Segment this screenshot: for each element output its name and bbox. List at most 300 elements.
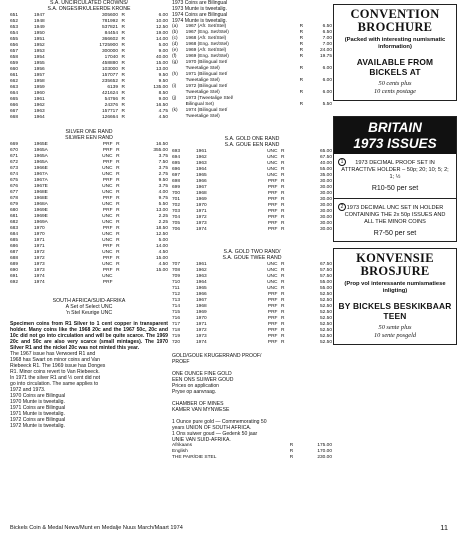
year: 1953 xyxy=(34,48,45,54)
year: 1969 xyxy=(196,196,207,202)
year: 1969A xyxy=(34,219,48,225)
grade: PRF xyxy=(267,190,278,196)
mintage: 305600 xyxy=(101,12,118,18)
currency: R xyxy=(289,454,294,460)
mintage: 17040 xyxy=(104,54,118,60)
grade: PRF xyxy=(267,226,278,232)
price: 6.50 xyxy=(322,24,332,29)
item-2-number-badge: 2 xyxy=(338,203,346,211)
catalogue-number: 663 xyxy=(10,84,19,90)
grade: UNC xyxy=(267,148,278,154)
price: 3.75 xyxy=(158,165,168,171)
price: 5.00 xyxy=(158,42,168,48)
price: 52.50 xyxy=(319,327,332,333)
currency: R xyxy=(121,24,125,30)
price: 57.50 xyxy=(319,267,332,273)
price: 10.00 xyxy=(155,18,168,24)
catalogue-number: 674 xyxy=(10,171,19,177)
year: 1951 xyxy=(34,36,45,42)
edition: Afrikaans xyxy=(172,442,192,448)
year: 1947 xyxy=(34,12,45,18)
catalogue-number: 716 xyxy=(172,315,181,321)
price: 4.00 xyxy=(158,189,168,195)
mintage: 24376 xyxy=(104,102,118,108)
currency: R xyxy=(116,243,120,249)
silver-rand-heading-af: SILWER EEN RAND xyxy=(65,135,113,142)
mintage: 366602 xyxy=(101,36,118,42)
currency: R xyxy=(299,78,304,83)
currency: R xyxy=(281,273,285,279)
krugerrand-notes xyxy=(172,353,332,413)
price: 2.25 xyxy=(158,213,168,219)
catalogue-number: 704 xyxy=(172,214,181,220)
currency: R xyxy=(299,24,304,29)
currency: R xyxy=(281,190,285,196)
page-footer xyxy=(10,525,452,532)
price: 3.75 xyxy=(158,153,168,159)
britain-1973-ad xyxy=(333,116,457,242)
ounce-prices-table xyxy=(172,443,332,461)
price: 19.75 xyxy=(319,54,332,59)
catalogue-number: 702 xyxy=(172,202,181,208)
currency: R xyxy=(281,303,285,309)
catalogue-number: 652 xyxy=(10,18,19,24)
grade: PRF xyxy=(102,159,113,165)
grade: UNC xyxy=(102,273,113,279)
catalogue-number: 687 xyxy=(10,249,19,255)
text-line: years UNION OF SOUTH AFRICA. xyxy=(172,424,252,431)
currency: R xyxy=(116,189,120,195)
catalogue-number: 692 xyxy=(10,279,19,285)
currency: R xyxy=(299,36,304,41)
catalogue-number: 678 xyxy=(10,195,19,201)
grade: PRF xyxy=(267,327,278,333)
year: 1954 xyxy=(34,54,45,60)
year: 1948 xyxy=(34,18,45,24)
grade: UNC xyxy=(267,273,278,279)
konvensie-price-2: 10 sente posgeld xyxy=(374,332,416,339)
set-description: Tweetalige Stel) xyxy=(185,90,220,95)
set-description: Bilingual Set) xyxy=(185,102,214,107)
year: 1952 xyxy=(34,42,45,48)
year: 1964 xyxy=(34,114,45,120)
item-2-price: R7-50 per set xyxy=(373,230,417,237)
table-row xyxy=(172,227,332,233)
mintage: 537821 xyxy=(101,24,118,30)
silver-rand-heading-en: SILVER ONE RAND xyxy=(65,128,113,135)
price: 5.50 xyxy=(322,102,332,107)
price: 8.50 xyxy=(158,90,168,96)
gold-two-rand-table xyxy=(172,262,332,346)
select-set-heading-1: SOUTH AFRICA/SUID-AFRIKA xyxy=(52,297,126,304)
convention-price-1: 50 cents plus xyxy=(378,80,412,87)
year: 1968A xyxy=(34,201,48,207)
price: 12.50 xyxy=(155,24,168,30)
catalogue-number: 656 xyxy=(10,42,19,48)
silver-rand-table xyxy=(10,142,168,286)
grade: PRF xyxy=(267,321,278,327)
set-letter: (b) xyxy=(172,30,178,35)
text-line: 1 Ons suiwer goud — Gedenk 50 jaar xyxy=(172,430,258,437)
price: 5.00 xyxy=(158,237,168,243)
price: 67.50 xyxy=(319,154,332,160)
grade: PRF xyxy=(102,243,113,249)
catalogue-number: 670 xyxy=(10,147,19,153)
text-line: In 1971 the silver R1 and ½ cent did not xyxy=(10,374,101,381)
year: 1973 xyxy=(196,220,207,226)
table-row xyxy=(10,280,168,286)
set-letter: (h) xyxy=(172,72,178,77)
price: 15.00 xyxy=(155,255,168,261)
currency: R xyxy=(116,231,120,237)
britain-item-2 xyxy=(334,199,456,238)
text-line: R1. Minor coins revert to Van Riebeeck. xyxy=(10,368,100,375)
catalogue-number: 697 xyxy=(172,172,181,178)
currency: R xyxy=(116,255,120,261)
currency: R xyxy=(121,90,125,96)
grade: PRF xyxy=(102,141,113,147)
price: 67.50 xyxy=(319,261,332,267)
grade: UNC xyxy=(102,237,113,243)
currency: R xyxy=(281,196,285,202)
text-line: 1968 has Swart on minor coins and Van xyxy=(10,356,100,363)
item-1-number-badge: 1 xyxy=(338,158,346,166)
catalogue-number: 671 xyxy=(10,153,19,159)
catalogue-number: 686 xyxy=(10,243,19,249)
grade: PRF xyxy=(267,184,278,190)
konvensie-available: BY BICKELS BESKIKBAAR TEEN xyxy=(338,301,452,321)
grade: UNC xyxy=(267,166,278,172)
catalogue-number: 661 xyxy=(10,72,19,78)
price: 57.50 xyxy=(319,273,332,279)
konvensie-price-1: 50 sente plus xyxy=(378,324,412,331)
table-row xyxy=(172,455,332,461)
grade: PRF xyxy=(267,333,278,339)
grade: UNC xyxy=(267,154,278,160)
year: 1955 xyxy=(34,60,45,66)
currency: R xyxy=(121,60,125,66)
year: 1968E xyxy=(34,189,48,195)
mintage: 126664 xyxy=(101,114,118,120)
catalogue-number: 682 xyxy=(10,219,19,225)
grade: PRF xyxy=(102,177,113,183)
currency: R xyxy=(116,201,120,207)
year: 1974 xyxy=(196,339,207,345)
gold-one-rand-heading xyxy=(172,136,332,149)
price: 135.00 xyxy=(153,84,168,90)
price: 55.00 xyxy=(319,279,332,285)
text-line: UNIE VAN SUID-AFRIKA. xyxy=(172,436,231,443)
text-line: 1972 Coins are Bilingual xyxy=(10,416,66,423)
year: 1964 xyxy=(196,166,207,172)
currency: R xyxy=(281,166,285,172)
text-line: EEN ONS SUIWER GOUD xyxy=(172,376,234,383)
price: 6.50 xyxy=(322,30,332,35)
convention-brochure-ad xyxy=(333,4,457,101)
grade: UNC xyxy=(102,171,113,177)
ounce-notes xyxy=(172,419,332,443)
year: 1965 xyxy=(196,172,207,178)
issue-notes xyxy=(10,351,168,429)
currency: R xyxy=(116,141,120,147)
currency: R xyxy=(299,30,304,35)
column-ads xyxy=(333,0,457,345)
year: 1974 xyxy=(34,273,45,279)
gold-two-rand-heading-en: S.A. GOLD TWO RAND/ xyxy=(223,248,281,255)
currency: R xyxy=(289,448,294,454)
price: 9.50 xyxy=(158,78,168,84)
year: 1969E xyxy=(34,207,48,213)
crowns-heading xyxy=(10,0,168,13)
set-letter: (k) xyxy=(172,108,178,113)
currency: R xyxy=(281,315,285,321)
year: 1968 xyxy=(196,303,207,309)
grade: UNC xyxy=(102,213,113,219)
text-line: 1970 Munte is tweetalig. xyxy=(10,398,65,405)
grade: PRF xyxy=(102,147,113,153)
grade: UNC xyxy=(102,231,113,237)
catalogue-number: 672 xyxy=(10,159,19,165)
catalogue-number: 690 xyxy=(10,267,19,273)
currency: R xyxy=(116,183,120,189)
grade: UNC xyxy=(267,279,278,285)
currency: R xyxy=(121,72,125,78)
text-line: 1974 Coins are Bilingual xyxy=(172,12,228,18)
price: 9.50 xyxy=(158,177,168,183)
catalogue-number: 654 xyxy=(10,30,19,36)
year: 1966E xyxy=(34,165,48,171)
select-set-heading-2: A Set of Select UNC xyxy=(65,304,113,311)
currency: R xyxy=(121,102,125,108)
currency: R xyxy=(116,165,120,171)
price: 6.00 xyxy=(322,90,332,95)
year: 1972 xyxy=(196,214,207,220)
text-line: Prices on application xyxy=(172,382,220,389)
text-line: 1974 Munte is tweetalig. xyxy=(172,18,227,24)
catalogue-number: 660 xyxy=(10,66,19,72)
catalogue-number: 668 xyxy=(10,114,19,120)
price: 55.00 xyxy=(319,285,332,291)
year: 1970 xyxy=(196,315,207,321)
mintage: 84454 xyxy=(104,30,118,36)
price: 4.50 xyxy=(158,114,168,120)
set-description: 1967 (Afr. Set/Stel) xyxy=(185,24,227,29)
crowns-table xyxy=(10,13,168,121)
set-letter: (f) xyxy=(172,54,177,59)
price: 65.00 xyxy=(319,148,332,154)
price: 52.50 xyxy=(319,297,332,303)
select-set-heading xyxy=(10,298,168,317)
item-1-price: R10-50 per set xyxy=(371,185,419,192)
price: 52.50 xyxy=(319,309,332,315)
grade: PRF xyxy=(102,279,113,285)
year: 1973 xyxy=(196,333,207,339)
currency: R xyxy=(281,321,285,327)
currency: R xyxy=(281,178,285,184)
gold-two-rand-heading xyxy=(172,249,332,262)
year: 1962 xyxy=(196,267,207,273)
grade: PRF xyxy=(267,196,278,202)
catalogue-number: 717 xyxy=(172,321,181,327)
price: 355.00 xyxy=(153,147,168,153)
currency: R xyxy=(116,147,120,153)
text-line: 1972 Munte is tweetalig. xyxy=(10,422,65,429)
grade: UNC xyxy=(267,160,278,166)
catalogue-number: 664 xyxy=(10,90,19,96)
edition: THE PAIR/DIE STEL xyxy=(172,454,217,460)
text-line: KAMER VAN MYNWESE xyxy=(172,406,230,413)
text-line: 1971 Munte is tweetalig. xyxy=(10,410,65,417)
currency: R xyxy=(281,214,285,220)
price: 13.00 xyxy=(155,66,168,72)
price: 19.00 xyxy=(155,30,168,36)
set-description: 1967 (Eng. Set/Stel) xyxy=(185,30,229,35)
set-letter: (i) xyxy=(172,84,177,89)
catalogue-number: 659 xyxy=(10,60,19,66)
price: 14.00 xyxy=(155,243,168,249)
price: 30.00 xyxy=(319,214,332,220)
currency: R xyxy=(121,108,125,114)
grade: UNC xyxy=(102,201,113,207)
catalogue-number: 720 xyxy=(172,339,181,345)
price: 170.00 xyxy=(317,448,332,454)
currency: R xyxy=(116,159,120,165)
text-line: ONE OUNCE FINE GOLD xyxy=(172,370,232,377)
price: 3.75 xyxy=(158,183,168,189)
grade: PRF xyxy=(102,195,113,201)
currency: R xyxy=(281,291,285,297)
currency: R xyxy=(281,261,285,267)
year: 1969 xyxy=(196,309,207,315)
grade: PRF xyxy=(102,267,113,273)
grade: PRF xyxy=(102,225,113,231)
price: 52.50 xyxy=(319,321,332,327)
year: 1961 xyxy=(196,148,207,154)
text-line: The 1967 issue has Verwoerd R1 and xyxy=(10,350,96,357)
set-description: 1968 (Eng. Set/Stel) xyxy=(185,42,229,47)
catalogue-number: 707 xyxy=(172,261,181,267)
price: 52.50 xyxy=(319,339,332,345)
currency xyxy=(113,280,121,286)
catalogue-number: 714 xyxy=(172,303,181,309)
catalogue-number: 685 xyxy=(10,237,19,243)
price: 16.50 xyxy=(155,141,168,147)
currency: R xyxy=(281,160,285,166)
grade: PRF xyxy=(267,291,278,297)
catalogue-number: 676 xyxy=(10,183,19,189)
catalogue-number: 696 xyxy=(172,166,181,172)
year: 1963 xyxy=(34,108,45,114)
year: 1957 xyxy=(34,72,45,78)
price: 52.50 xyxy=(319,333,332,339)
catalogue-number: 683 xyxy=(10,225,19,231)
price: 35.00 xyxy=(319,172,332,178)
price: 6.00 xyxy=(322,66,332,71)
britain-item-1 xyxy=(334,154,456,193)
price: 30.00 xyxy=(319,190,332,196)
currency: R xyxy=(121,12,125,18)
price: 4.50 xyxy=(158,261,168,267)
price: 7.00 xyxy=(322,36,332,41)
grade: PRF xyxy=(267,309,278,315)
currency: R xyxy=(281,172,285,178)
grade: UNC xyxy=(102,189,113,195)
catalogue-number: 655 xyxy=(10,36,19,42)
year: 1965A xyxy=(34,153,48,159)
price: 175.00 xyxy=(317,442,332,448)
mintage: 781992 xyxy=(101,18,118,24)
catalogue-number: 693 xyxy=(172,148,181,154)
currency: R xyxy=(121,18,125,24)
price: 9.50 xyxy=(158,72,168,78)
price: 18.50 xyxy=(155,225,168,231)
year: 1972 xyxy=(34,249,45,255)
currency: R xyxy=(281,226,285,232)
price: 2.25 xyxy=(158,219,168,225)
year: 1963 xyxy=(196,160,207,166)
catalogue-number: 675 xyxy=(10,177,19,183)
mintage: 300000 xyxy=(101,48,118,54)
set-description: 1972 (Bilingual Set/ xyxy=(185,84,228,89)
currency: R xyxy=(299,48,304,53)
grade: PRF xyxy=(267,297,278,303)
year: 1966 xyxy=(196,291,207,297)
price: 14.00 xyxy=(155,36,168,42)
catalogue-number: 667 xyxy=(10,108,19,114)
set-description: 1970 (Bilingual Set/ xyxy=(185,60,228,65)
currency: R xyxy=(281,184,285,190)
year: 1965A xyxy=(34,159,48,165)
grade: UNC xyxy=(102,261,113,267)
currency: R xyxy=(121,84,125,90)
currency: R xyxy=(281,267,285,273)
price: 52.50 xyxy=(319,315,332,321)
currency: R xyxy=(281,202,285,208)
currency: R xyxy=(281,208,285,214)
catalogue-number: 689 xyxy=(10,261,19,267)
mintage: 421624 xyxy=(101,90,118,96)
grade: UNC xyxy=(267,267,278,273)
currency: R xyxy=(121,48,125,54)
mintage: 6139 xyxy=(107,84,118,90)
year: 1971 xyxy=(196,321,207,327)
catalogue-number: 713 xyxy=(172,297,181,303)
text-line: 1973 Munte is tweetalig. xyxy=(172,6,227,12)
item-1-description: 1973 DECIMAL PROOF SET IN ATTRACTIVE HOLDER – 50p; 20; 10; 5; 2; 1; ½ xyxy=(341,160,449,180)
gold-one-rand-heading-af: S.A. GOUE EEN RAND xyxy=(224,142,280,149)
catalogue-number: 703 xyxy=(172,208,181,214)
gold-one-rand-heading-en: S.A. GOLD ONE RAND xyxy=(224,136,280,142)
year: 1970 xyxy=(34,225,45,231)
grade: UNC xyxy=(267,285,278,291)
currency: R xyxy=(116,177,120,183)
grade: UNC xyxy=(102,219,113,225)
column-sets-gold xyxy=(172,0,332,461)
grade: PRF xyxy=(267,214,278,220)
price: 2.75 xyxy=(158,171,168,177)
catalogue-number: 715 xyxy=(172,309,181,315)
price xyxy=(304,114,332,120)
year: 1967A xyxy=(34,177,48,183)
catalogue-number: 695 xyxy=(172,160,181,166)
table-row xyxy=(10,115,168,121)
grade: PRF xyxy=(267,339,278,345)
price: 4.50 xyxy=(158,249,168,255)
table-row xyxy=(172,114,332,120)
catalogue-number: 709 xyxy=(172,273,181,279)
year: 1962 xyxy=(34,102,45,108)
currency: R xyxy=(299,90,304,95)
